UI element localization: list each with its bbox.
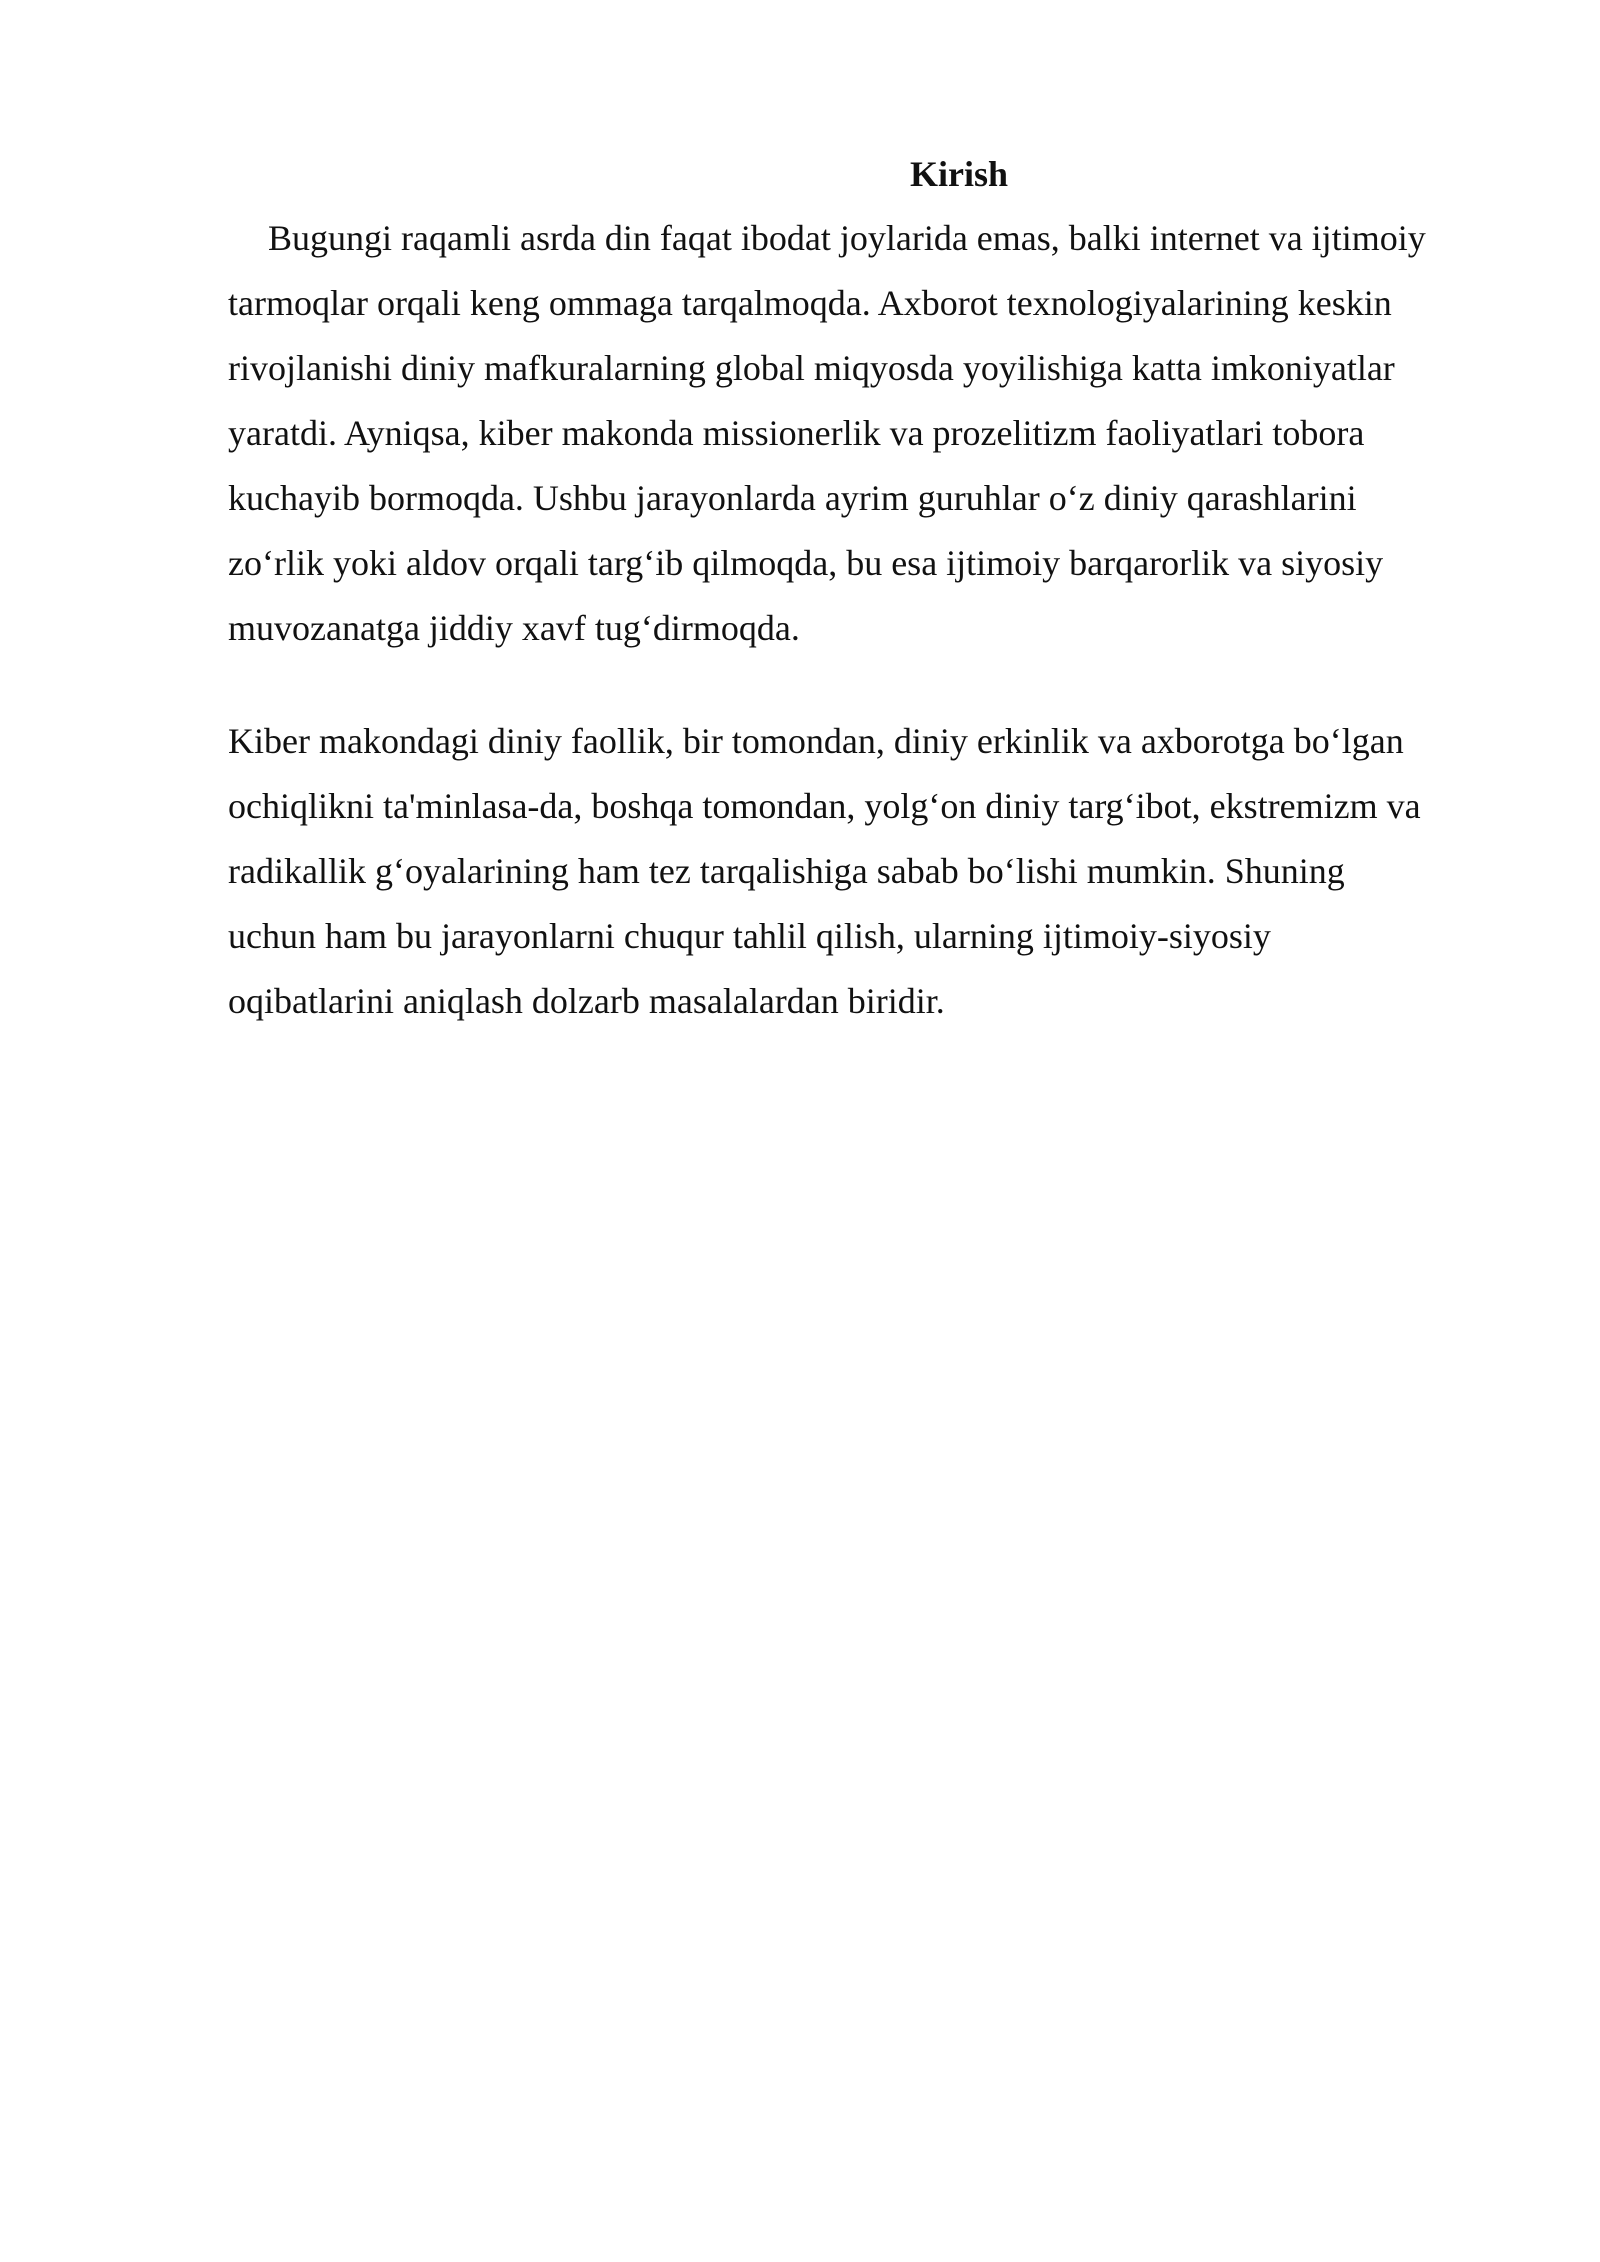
paragraph-line: Bugungi raqamli asrda din faqat ibodat joylarida emas, balki internet va ijtimoiy — [268, 218, 1426, 258]
paragraph-intro — [228, 206, 1490, 661]
document-body — [228, 142, 1490, 1034]
paragraph-line: muvozanatga jiddiy xavf tug‘dirmoqda. — [228, 608, 800, 648]
paragraph-line: kuchayib bormoqda. Ushbu jarayonlarda ayrim guruhlar o‘z diniy qarashlarini — [228, 478, 1357, 518]
paragraph-line: Kiber makondagi diniy faollik, bir tomondan, diniy erkinlik va axborotga bo‘lgan — [228, 721, 1404, 761]
paragraph-line: radikallik g‘oyalarining ham tez tarqalishiga sabab bo‘lishi mumkin. Shuning — [228, 851, 1345, 891]
paragraph-line: oqibatlarini aniqlash dolzarb masalalardan biridir. — [228, 981, 945, 1021]
paragraph-second — [228, 709, 1490, 1034]
paragraph-line: tarmoqlar orqali keng ommaga tarqalmoqda. Axborot texnologiyalarining keskin — [228, 283, 1392, 323]
paragraph-line: rivojlanishi diniy mafkuralarning global miqyosda yoyilishiga katta imkoniyatlar — [228, 348, 1395, 388]
paragraph-spacer — [228, 661, 1490, 709]
page-title: Kirish — [909, 154, 1008, 194]
paragraph-line: uchun ham bu jarayonlarni chuqur tahlil qilish, ularning ijtimoiy-siyosiy — [228, 916, 1271, 956]
paragraph-line: zo‘rlik yoki aldov orqali targ‘ib qilmoqda, bu esa ijtimoiy barqarorlik va siyosiy — [228, 543, 1384, 583]
paragraph-line: yaratdi. Ayniqsa, kiber makonda missionerlik va prozelitizm faoliyatlari tobora — [228, 413, 1365, 453]
paragraph-line: ochiqlikni ta'minlasa-da, boshqa tomondan, yolg‘on diniy targ‘ibot, ekstremizm va — [228, 786, 1421, 826]
